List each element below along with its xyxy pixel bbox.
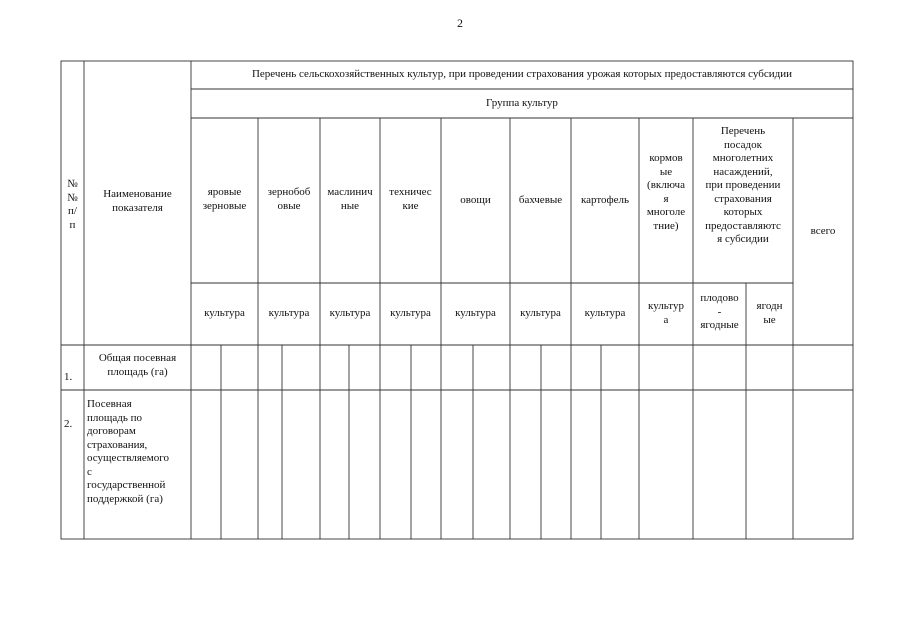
crop-group-spring-grains: яровые зерновые bbox=[202, 186, 247, 212]
row-1-number: 1. bbox=[64, 371, 73, 383]
header-crop-list: Перечень сельскохозяйственных культур, при проведении страхования урожая которых предоставляются субсидии bbox=[251, 68, 792, 80]
sub-label-culture: культура bbox=[455, 307, 496, 319]
row-1-name: Общая посевная площадь (га) bbox=[98, 352, 177, 378]
crop-group-vegetables: овощи bbox=[460, 194, 491, 206]
sub-label-culture: культура bbox=[329, 307, 371, 319]
sub-label-culture: культура bbox=[204, 307, 245, 319]
sub-label-fruit-berry: плодово - ягодные bbox=[700, 292, 739, 331]
header-crop-group: Группа культур bbox=[486, 97, 558, 109]
crop-group-total: всего bbox=[810, 225, 836, 237]
crop-group-oilseeds: маслинич ные bbox=[327, 186, 373, 212]
sub-label-culture: культура bbox=[520, 307, 561, 319]
header-row-number: № № п/ п bbox=[67, 178, 78, 231]
row-2-number: 2. bbox=[64, 418, 73, 430]
header-indicator-name: Наименование показателя bbox=[103, 188, 172, 214]
crop-group-legumes: зернобоб овые bbox=[267, 186, 311, 212]
crop-group-fodder: кормов ые (включа я многоле тние) bbox=[646, 152, 686, 232]
row-2-name: Посевная площадь по договорам страхования, осуществляемого с государственной поддержкой (га) bbox=[87, 398, 170, 505]
page-number: 2 bbox=[457, 16, 463, 30]
sub-label-culture: культур а bbox=[648, 300, 684, 326]
crop-group-perennials: Перечень посадок многолетних насаждений, при проведении страхования которых предоставляютс я субсидии bbox=[705, 125, 781, 245]
crop-group-melons: бахчевые bbox=[518, 194, 563, 206]
sub-label-culture: культура bbox=[268, 307, 310, 319]
sub-label-culture: культура bbox=[390, 307, 431, 319]
crop-group-technical: техничес кие bbox=[389, 186, 432, 212]
sub-label-berry: ягодн ые bbox=[756, 300, 783, 326]
crop-group-potato: картофель bbox=[580, 194, 630, 206]
sub-label-culture: культура bbox=[584, 307, 626, 319]
